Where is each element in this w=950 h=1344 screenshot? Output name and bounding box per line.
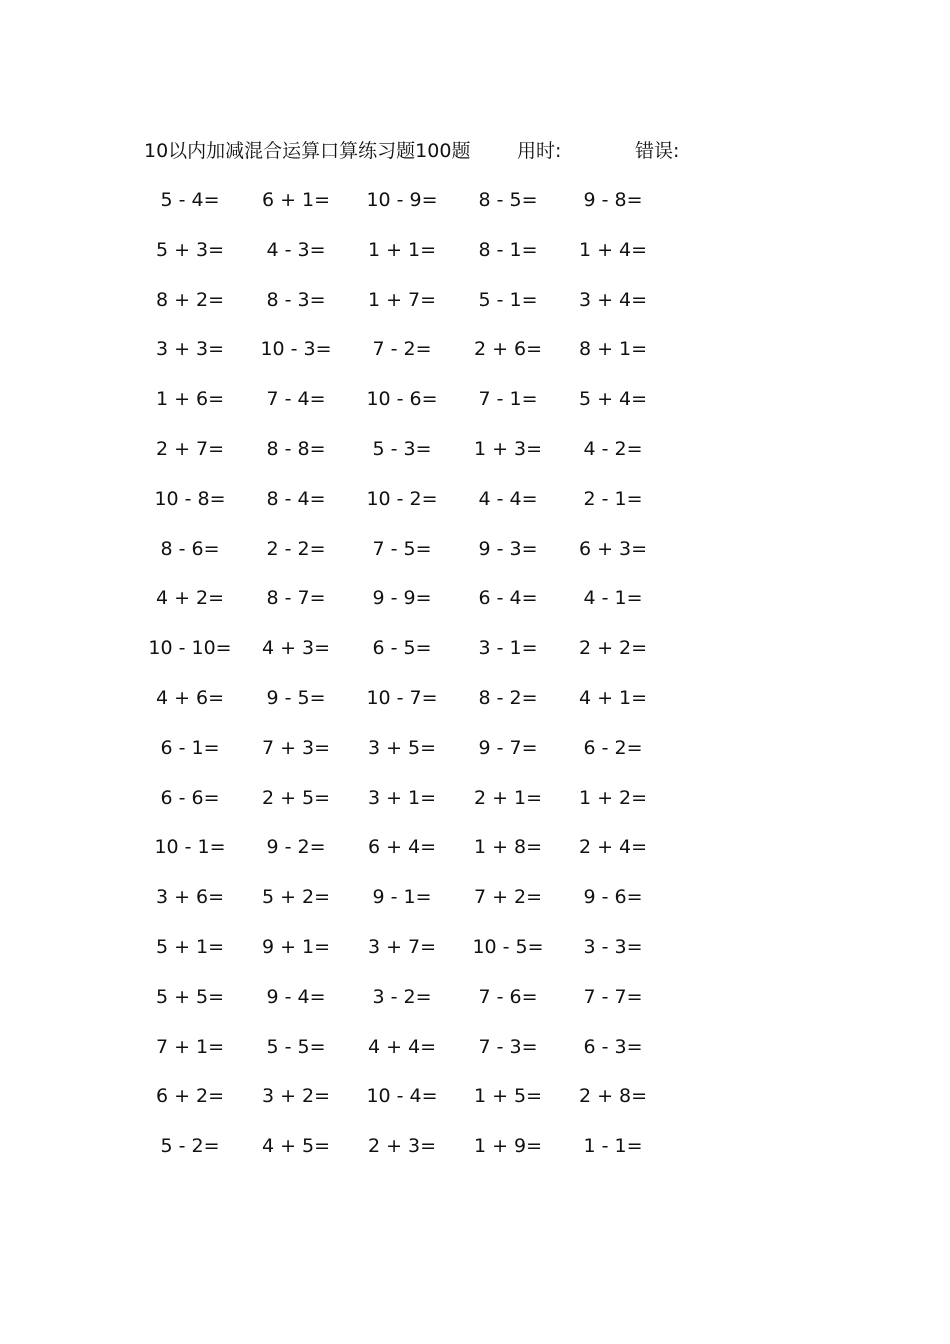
problem-item: 10 - 8= [154, 487, 226, 510]
problem-row [140, 732, 680, 782]
problem-item: 7 - 4= [266, 388, 326, 411]
problem-item: 9 - 5= [266, 686, 326, 709]
problem-row [140, 483, 680, 533]
problem-item: 2 + 5= [261, 786, 331, 809]
problem-item: 2 - 2= [266, 537, 326, 560]
problem-item: 10 - 2= [366, 487, 438, 510]
problem-item: 4 + 4= [367, 1035, 437, 1058]
problem-item: 2 + 4= [578, 836, 648, 859]
problem-row [140, 184, 680, 234]
problem-item: 1 + 8= [473, 836, 543, 859]
problem-item: 5 + 3= [155, 238, 225, 261]
problem-item: 3 + 3= [155, 338, 225, 361]
problem-item: 5 - 2= [160, 1135, 220, 1158]
problem-item: 10 - 6= [366, 388, 438, 411]
problem-item: 7 - 6= [478, 985, 538, 1008]
problem-item: 7 - 2= [372, 338, 432, 361]
problem-item: 3 + 6= [155, 886, 225, 909]
problem-item: 6 + 2= [155, 1085, 225, 1108]
problem-item: 3 - 3= [583, 935, 643, 958]
problem-item: 2 + 3= [367, 1135, 437, 1158]
problem-item: 6 - 5= [372, 637, 432, 660]
problem-item: 8 - 5= [478, 189, 538, 211]
problem-item: 9 - 9= [372, 587, 432, 610]
problem-row [140, 333, 680, 383]
problem-row [140, 782, 680, 832]
problem-item: 3 + 4= [578, 288, 648, 311]
problem-item: 7 + 2= [473, 886, 543, 909]
problem-row [140, 831, 680, 881]
problem-item: 2 + 2= [578, 637, 648, 660]
problem-row [140, 284, 680, 334]
problem-item: 1 + 1= [367, 238, 437, 261]
problem-item: 6 + 1= [261, 189, 331, 211]
problem-item: 4 + 2= [155, 587, 225, 610]
problem-item: 4 + 3= [261, 637, 331, 660]
problem-grid [140, 184, 680, 1180]
problem-item: 10 - 3= [260, 338, 332, 361]
problem-item: 1 + 5= [473, 1085, 543, 1108]
problem-item: 9 - 4= [266, 985, 326, 1008]
problem-item: 7 + 3= [261, 736, 331, 759]
problem-item: 5 - 3= [372, 437, 432, 460]
problem-row [140, 1031, 680, 1081]
problem-item: 6 - 2= [583, 736, 643, 759]
problem-item: 4 - 1= [583, 587, 643, 610]
problem-item: 10 - 1= [154, 836, 226, 859]
problem-item: 8 - 3= [266, 288, 326, 311]
problem-item: 8 - 1= [478, 238, 538, 261]
problem-item: 6 - 6= [160, 786, 220, 809]
problem-item: 9 + 1= [261, 935, 331, 958]
problem-item: 1 - 1= [583, 1135, 643, 1158]
problem-item: 6 - 1= [160, 736, 220, 759]
problem-row [140, 981, 680, 1031]
problem-item: 9 - 3= [478, 537, 538, 560]
problem-item: 2 + 8= [578, 1085, 648, 1108]
problem-item: 5 + 1= [155, 935, 225, 958]
problem-item: 7 - 3= [478, 1035, 538, 1058]
error-count-label: 错误: [635, 140, 680, 162]
problem-item: 1 + 9= [473, 1135, 543, 1158]
problem-item: 8 - 8= [266, 437, 326, 460]
problem-item: 4 + 6= [155, 686, 225, 709]
problem-item: 7 - 7= [583, 985, 643, 1008]
problem-item: 5 - 4= [160, 189, 220, 211]
problem-row [140, 1130, 680, 1180]
problem-row [140, 234, 680, 284]
problem-item: 6 - 4= [478, 587, 538, 610]
problem-row [140, 582, 680, 632]
problem-item: 6 + 4= [367, 836, 437, 859]
problem-item: 2 + 1= [473, 786, 543, 809]
time-used-label: 用时: [517, 140, 562, 162]
problem-row [140, 433, 680, 483]
problem-item: 4 - 2= [583, 437, 643, 460]
problem-item: 3 + 2= [261, 1085, 331, 1108]
problem-item: 6 + 3= [578, 537, 648, 560]
problem-item: 4 - 4= [478, 487, 538, 510]
problem-row [140, 931, 680, 981]
problem-item: 8 + 1= [578, 338, 648, 361]
problem-item: 2 + 7= [155, 437, 225, 460]
problem-item: 4 - 3= [266, 238, 326, 261]
problem-item: 9 - 1= [372, 886, 432, 909]
problem-item: 10 - 10= [148, 637, 232, 660]
problem-item: 3 + 5= [367, 736, 437, 759]
problem-item: 9 - 7= [478, 736, 538, 759]
problem-item: 5 - 5= [266, 1035, 326, 1058]
problem-item: 3 + 1= [367, 786, 437, 809]
problem-item: 9 - 8= [583, 189, 643, 211]
problem-item: 10 - 9= [366, 189, 438, 211]
worksheet-title: 10以内加减混合运算口算练习题100题 [144, 140, 471, 162]
problem-row [140, 881, 680, 931]
problem-item: 3 - 1= [478, 637, 538, 660]
problem-row [140, 682, 680, 732]
problem-item: 9 - 2= [266, 836, 326, 859]
problem-row [140, 1080, 680, 1130]
problem-item: 1 + 6= [155, 388, 225, 411]
problem-item: 2 + 6= [473, 338, 543, 361]
problem-item: 5 + 2= [261, 886, 331, 909]
problem-row [140, 383, 680, 433]
problem-item: 7 - 5= [372, 537, 432, 560]
problem-item: 1 + 2= [578, 786, 648, 809]
problem-item: 7 + 1= [155, 1035, 225, 1058]
problem-item: 5 + 5= [155, 985, 225, 1008]
problem-item: 10 - 4= [366, 1085, 438, 1108]
problem-item: 8 - 2= [478, 686, 538, 709]
problem-row [140, 632, 680, 682]
problem-item: 8 + 2= [155, 288, 225, 311]
problem-item: 5 + 4= [578, 388, 648, 411]
problem-item: 1 + 4= [578, 238, 648, 261]
problem-row [140, 533, 680, 583]
problem-item: 8 - 4= [266, 487, 326, 510]
problem-item: 10 - 5= [472, 935, 544, 958]
problem-item: 8 - 7= [266, 587, 326, 610]
problem-item: 10 - 7= [366, 686, 438, 709]
problem-item: 2 - 1= [583, 487, 643, 510]
problem-item: 4 + 5= [261, 1135, 331, 1158]
problem-item: 3 + 7= [367, 935, 437, 958]
problem-item: 8 - 6= [160, 537, 220, 560]
problem-item: 5 - 1= [478, 288, 538, 311]
problem-item: 4 + 1= [578, 686, 648, 709]
problem-item: 9 - 6= [583, 886, 643, 909]
problem-item: 7 - 1= [478, 388, 538, 411]
problem-item: 1 + 7= [367, 288, 437, 311]
problem-item: 1 + 3= [473, 437, 543, 460]
problem-item: 3 - 2= [372, 985, 432, 1008]
problem-item: 6 - 3= [583, 1035, 643, 1058]
